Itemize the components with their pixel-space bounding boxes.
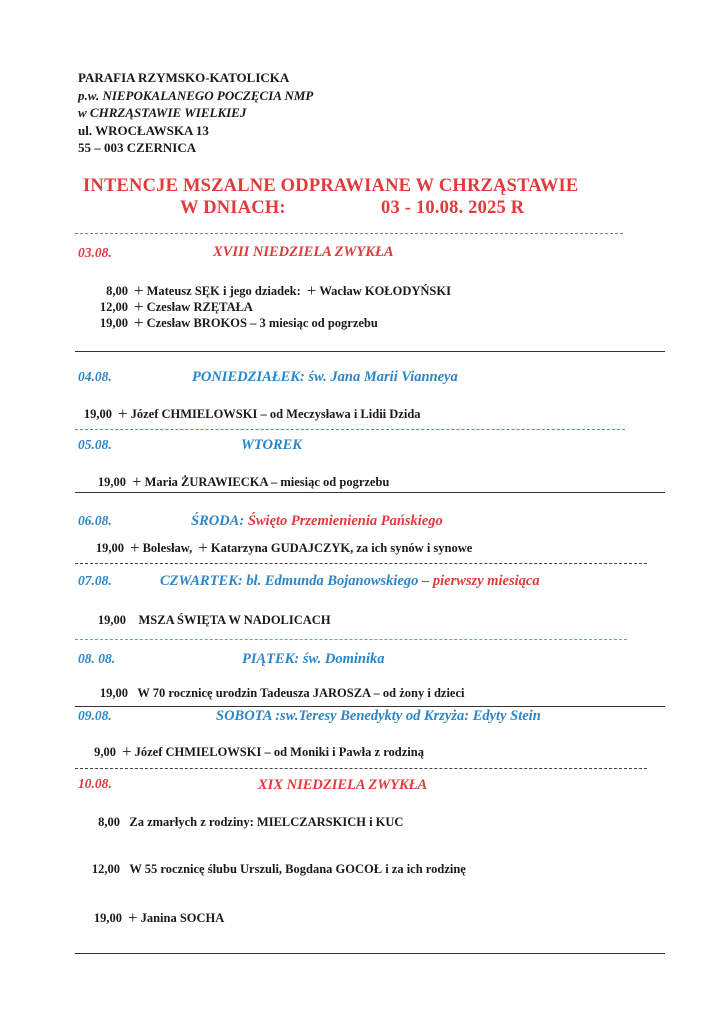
mass-time: 9,00 xyxy=(94,745,116,759)
day-date: 03.08. xyxy=(78,245,112,260)
day-name: SOBOTA :sw.Teresy Benedykty od Krzyża: Edyty Stein xyxy=(216,708,541,724)
mass-intention: Józef CHMIELOWSKI – od Meczysława i Lidii Dzida xyxy=(130,407,421,421)
day-name-feast: Święto Przemienienia Pańskiego xyxy=(247,513,443,529)
section-divider xyxy=(75,639,627,640)
mass-time: 12,00 xyxy=(99,300,128,314)
section-divider xyxy=(75,706,665,707)
cross-icon: + xyxy=(132,472,142,491)
parish-postcode: 55 – 003 CZERNICA xyxy=(78,140,197,155)
parish-header xyxy=(78,69,313,157)
section-divider xyxy=(75,563,647,564)
mass-entry xyxy=(88,907,224,927)
page-title-date-range: 03 - 10.08. 2025 R xyxy=(381,198,525,218)
cross-icon: + xyxy=(134,297,144,316)
page-title-days-label: W DNIACH: xyxy=(180,198,286,218)
mass-entry xyxy=(90,613,331,628)
mass-intention: Czesław RZĘTAŁA xyxy=(146,300,253,314)
day-date: 04.08. xyxy=(78,369,112,384)
mass-entry xyxy=(92,815,403,830)
day-name: XIX NIEDZIELA ZWYKŁA xyxy=(258,777,428,793)
day-name: PIĄTEK: św. Dominika xyxy=(242,651,385,667)
day-date: 07.08. xyxy=(78,573,112,588)
day-name: PONIEDZIAŁEK: św. Jana Marii Vianneya xyxy=(192,369,458,385)
mass-time: 12,00 xyxy=(91,862,120,876)
cross-icon: + xyxy=(118,404,128,423)
title-divider xyxy=(75,233,623,234)
section-divider xyxy=(75,492,665,493)
mass-intention: Za zmarłych z rodziny: MIELCZARSKICH i KUC xyxy=(129,815,404,829)
mass-intention: W 55 rocznicę ślubu Urszuli, Bogdana GOCOŁ i za ich rodzinę xyxy=(129,862,466,876)
parish-town: w CHRZĄSTAWIE WIELKIEJ xyxy=(78,105,247,120)
cross-icon: + xyxy=(134,281,144,300)
day-date: 05.08. xyxy=(78,437,112,452)
mass-intention-second: Wacław KOŁODYŃSKI xyxy=(319,284,451,298)
mass-entry xyxy=(90,312,378,332)
parish-street: ul. WROCŁAWSKA 13 xyxy=(78,122,209,138)
day-name-note: – pierwszy miesiąca xyxy=(422,573,540,589)
cross-icon: + xyxy=(198,538,208,557)
section-divider xyxy=(75,429,625,430)
mass-intention: Mateusz SĘK i jego dziadek: xyxy=(146,284,301,298)
section-divider xyxy=(75,768,647,769)
day-date: 09.08. xyxy=(78,708,112,723)
mass-intention: Janina SOCHA xyxy=(140,911,225,925)
day-date: 10.08. xyxy=(78,776,112,791)
mass-intention: Czesław BROKOS – 3 miesiąc od pogrzebu xyxy=(146,316,378,330)
mass-entry xyxy=(78,403,421,423)
mass-time: 19,00 xyxy=(93,911,122,925)
mass-time: 19,00 xyxy=(97,475,126,489)
cross-icon: + xyxy=(134,313,144,332)
page-title: INTENCJE MSZALNE ODPRAWIANE W CHRZĄSTAWIE xyxy=(83,176,579,196)
mass-intention: W 70 rocznicę urodzin Tadeusza JAROSZA – od żony i dzieci xyxy=(137,686,465,700)
mass-time: 19,00 xyxy=(83,407,112,421)
mass-intention: Józef CHMIELOWSKI – od Moniki i Pawła z rodziną xyxy=(134,745,424,759)
day-name-weekday: CZWARTEK: bł. Edmunda Bojanowskiego xyxy=(160,573,419,589)
day-name: WTOREK xyxy=(241,437,302,453)
mass-entry xyxy=(90,741,424,761)
cross-icon: + xyxy=(128,908,138,927)
mass-time: 8,00 xyxy=(98,815,120,829)
day-date: 08. 08. xyxy=(78,651,116,666)
mass-time: 19,00 xyxy=(95,541,124,555)
day-name-weekday: ŚRODA: xyxy=(191,513,245,529)
day-date: 06.08. xyxy=(78,513,112,528)
section-divider xyxy=(75,351,665,352)
mass-entry xyxy=(86,862,466,877)
mass-entry xyxy=(88,537,472,557)
parish-name: PARAFIA RZYMSKO-KATOLICKA xyxy=(78,70,290,85)
mass-intention: Bolesław, xyxy=(142,541,193,555)
parish-dedication: p.w. NIEPOKALANEGO POCZĘCIA NMP xyxy=(78,87,314,103)
mass-intention: MSZA ŚWIĘTA W NADOLICACH xyxy=(138,613,331,627)
mass-entry xyxy=(90,471,389,491)
mass-time: 8,00 xyxy=(106,284,128,298)
day-name xyxy=(160,573,540,590)
day-name xyxy=(191,513,443,530)
cross-icon: + xyxy=(306,281,317,300)
mass-entry xyxy=(92,686,465,701)
mass-time: 19,00 xyxy=(99,316,128,330)
day-name: XVIII NIEDZIELA ZWYKŁA xyxy=(213,244,394,260)
section-divider xyxy=(75,953,665,954)
mass-intention: Maria ŻURAWIECKA – miesiąc od pogrzebu xyxy=(144,475,390,489)
cross-icon: + xyxy=(130,538,140,557)
mass-time: 19,00 xyxy=(97,613,126,627)
mass-time: 19,00 xyxy=(99,686,128,700)
mass-intention-second: Katarzyna GUDAJCZYK, za ich synów i synowe xyxy=(210,541,473,555)
cross-icon: + xyxy=(122,742,132,761)
